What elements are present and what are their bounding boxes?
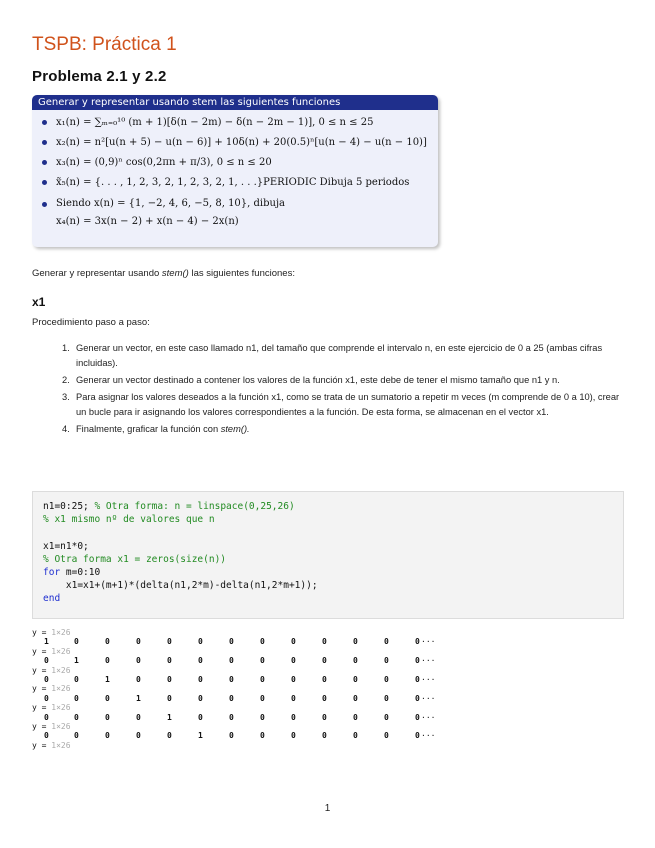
output-value: 0: [384, 656, 389, 666]
output-value: 0: [260, 656, 265, 666]
output-value: 0: [105, 731, 110, 741]
output-value: 0: [322, 731, 327, 741]
block-item-x4: Siendo x(n) = {1, −2, 4, 6, −5, 8, 10}, dibuja x₄(n) = 3x(n − 2) + x(n − 4) − 2x(n): [38, 195, 430, 231]
bullet-icon: [42, 160, 47, 165]
output-value: 0: [229, 693, 234, 703]
output-value: 0: [353, 731, 358, 741]
output-value: 0: [229, 712, 234, 722]
output-value: 0: [260, 693, 265, 703]
output-value: 0: [415, 731, 420, 741]
output-value: 0: [260, 712, 265, 722]
output-value: 0: [136, 637, 141, 647]
output-value: 0: [291, 656, 296, 666]
output-value: 0: [260, 637, 265, 647]
output-value: 0: [136, 656, 141, 666]
output-value: 0: [322, 637, 327, 647]
block-item-x1: x₁(n) = ∑ₘ₌₀¹⁰ (m + 1)[δ(n − 2m) − δ(n − 2m − 1)], 0 ≤ n ≤ 25: [38, 113, 430, 133]
output-value: 0: [198, 712, 203, 722]
output-size-label: y = 1×26: [32, 684, 71, 694]
block-item-x2: x₂(n) = n²[u(n + 5) − u(n − 6)] + 10δ(n) + 20(0.5)ⁿ[u(n − 4) − u(n − 10)]: [38, 133, 430, 153]
block-item-x5: x̃₅(n) = {. . . , 1, 2, 3, 2, 1, 2, 3, 2, 1, . . .}PERIODIC Dibuja 5 periodos: [38, 173, 430, 193]
output-value: 0: [198, 693, 203, 703]
output-size-label: y = 1×26: [32, 628, 71, 637]
code-line: n1=0:25; % Otra forma: n = linspace(0,25,26): [43, 501, 295, 512]
output-value: 0: [44, 693, 49, 703]
output-value: 0: [167, 637, 172, 647]
output-value: 0: [353, 637, 358, 647]
bullet-icon: [42, 140, 47, 145]
bullet-icon: [42, 120, 47, 125]
output-value: 0: [105, 693, 110, 703]
output-value: 0: [322, 712, 327, 722]
code-line: for m=0:10: [43, 566, 101, 578]
output-value: 0: [291, 674, 296, 684]
output-value: 0: [198, 637, 203, 647]
output-size-label: y = 1×26: [32, 665, 71, 675]
output-value: 0: [415, 693, 420, 703]
output-value: 0: [384, 674, 389, 684]
output-value: 0: [353, 712, 358, 722]
output-value: 0: [105, 656, 110, 666]
output-value: 0: [105, 712, 110, 722]
output-value: 0: [44, 674, 49, 684]
procedure-label: Procedimiento paso a paso:: [32, 317, 150, 328]
output-value: 0: [44, 712, 49, 722]
output-value: 0: [291, 731, 296, 741]
output-value: 0: [260, 731, 265, 741]
code-line: end: [43, 593, 61, 605]
output-value: 0: [198, 656, 203, 666]
output-row: [32, 656, 632, 665]
output-value: 0: [291, 712, 296, 722]
output-value: 1: [105, 674, 110, 684]
output-ellipsis: ···: [421, 731, 436, 741]
code-line: % Otra forma x1 = zeros(size(n)): [43, 553, 227, 565]
output-value: 0: [74, 693, 79, 703]
output-value: 0: [167, 674, 172, 684]
output-value: 1: [198, 731, 203, 741]
output-value: 0: [167, 693, 172, 703]
output-value: 0: [384, 712, 389, 722]
output-value: 0: [44, 731, 49, 741]
output-value: 1: [167, 712, 172, 722]
output-value: 0: [415, 656, 420, 666]
output-row: [32, 731, 632, 740]
output-value: 0: [74, 637, 79, 647]
output-value: 0: [291, 637, 296, 647]
output-value: 1: [74, 656, 79, 666]
output-value: 0: [384, 731, 389, 741]
output-value: 0: [322, 674, 327, 684]
output-value: 0: [322, 656, 327, 666]
output-value: 0: [260, 674, 265, 684]
output-value: 0: [74, 731, 79, 741]
steps-list: [62, 341, 622, 439]
intro-text: Generar y representar usando stem() las siguientes funciones:: [32, 268, 295, 279]
output-value: 1: [136, 693, 141, 703]
output-row: [32, 637, 632, 646]
output-value: 0: [384, 693, 389, 703]
output-row: [32, 713, 632, 722]
output-ellipsis: ···: [421, 637, 436, 647]
output-ellipsis: ···: [421, 712, 436, 722]
output-size-label: y = 1×26: [32, 646, 71, 656]
output-value: 0: [229, 674, 234, 684]
output-value: 0: [44, 656, 49, 666]
output-value: 0: [167, 731, 172, 741]
output-value: 0: [384, 637, 389, 647]
output-value: 0: [415, 674, 420, 684]
problem-block: [32, 95, 438, 247]
code-block: [32, 491, 624, 619]
list-item: 3. Para asignar los valores deseados a la función x1, como se trata de un sumatorio a repetir m veces (m comprende de 0 a 10), crear un bucle para ir asignando los valores correspondientes a la función. De esta forma, se almacenan en el vector x1.: [62, 392, 620, 417]
list-item: 4. Finalmente, graficar la función con stem().: [62, 424, 250, 434]
output-row: [32, 675, 632, 684]
output-value: 0: [415, 712, 420, 722]
section-heading: Problema 2.1 y 2.2: [32, 68, 167, 85]
output-value: 0: [353, 693, 358, 703]
output-value: 0: [198, 674, 203, 684]
output-row: [32, 694, 632, 703]
output-size-label: y = 1×26: [32, 740, 71, 750]
code-line: % x1 mismo nº de valores que n: [43, 514, 215, 526]
output-ellipsis: ···: [421, 674, 436, 684]
output-value: 0: [229, 637, 234, 647]
output-value: 0: [74, 674, 79, 684]
bullet-icon: [42, 180, 47, 185]
block-item-x3: x₃(n) = (0,9)ⁿ cos(0,2πn + π/3), 0 ≤ n ≤ 20: [38, 153, 430, 173]
bullet-icon: [42, 202, 47, 207]
block-header: Generar y representar usando stem las siguientes funciones: [32, 95, 438, 110]
output-value: 0: [105, 637, 110, 647]
command-output: [32, 628, 632, 750]
output-value: 0: [136, 712, 141, 722]
output-value: 0: [229, 656, 234, 666]
output-value: 1: [44, 637, 49, 647]
output-ellipsis: ···: [421, 656, 436, 666]
output-size-label: y = 1×26: [32, 721, 71, 731]
output-value: 0: [74, 712, 79, 722]
output-value: 0: [167, 656, 172, 666]
list-item: 1. Generar un vector, en este caso llamado n1, del tamaño que comprende el intervalo n, en este ejercicio de 0 a 25 (ambas cifras incluidas).: [62, 343, 603, 368]
code-line: x1=n1*0;: [43, 540, 89, 552]
output-value: 0: [136, 731, 141, 741]
page-title: TSPB: Práctica 1: [32, 34, 177, 55]
code-line: x1=x1+(m+1)*(delta(n1,2*m)-delta(n1,2*m+1));: [43, 580, 318, 592]
code-line: [43, 526, 623, 539]
page-number: 1: [324, 803, 331, 814]
output-ellipsis: ···: [421, 693, 436, 703]
output-value: 0: [136, 674, 141, 684]
output-value: 0: [415, 637, 420, 647]
output-value: 0: [322, 693, 327, 703]
output-value: 0: [291, 693, 296, 703]
subsection-x1-heading: x1: [32, 295, 46, 309]
output-value: 0: [229, 731, 234, 741]
output-size-label: y = 1×26: [32, 703, 71, 713]
list-item: 2. Generar un vector destinado a contener los valores de la función x1, este debe de tener el mismo tamaño que n1 y n.: [62, 375, 560, 385]
output-value: 0: [353, 656, 358, 666]
output-value: 0: [353, 674, 358, 684]
